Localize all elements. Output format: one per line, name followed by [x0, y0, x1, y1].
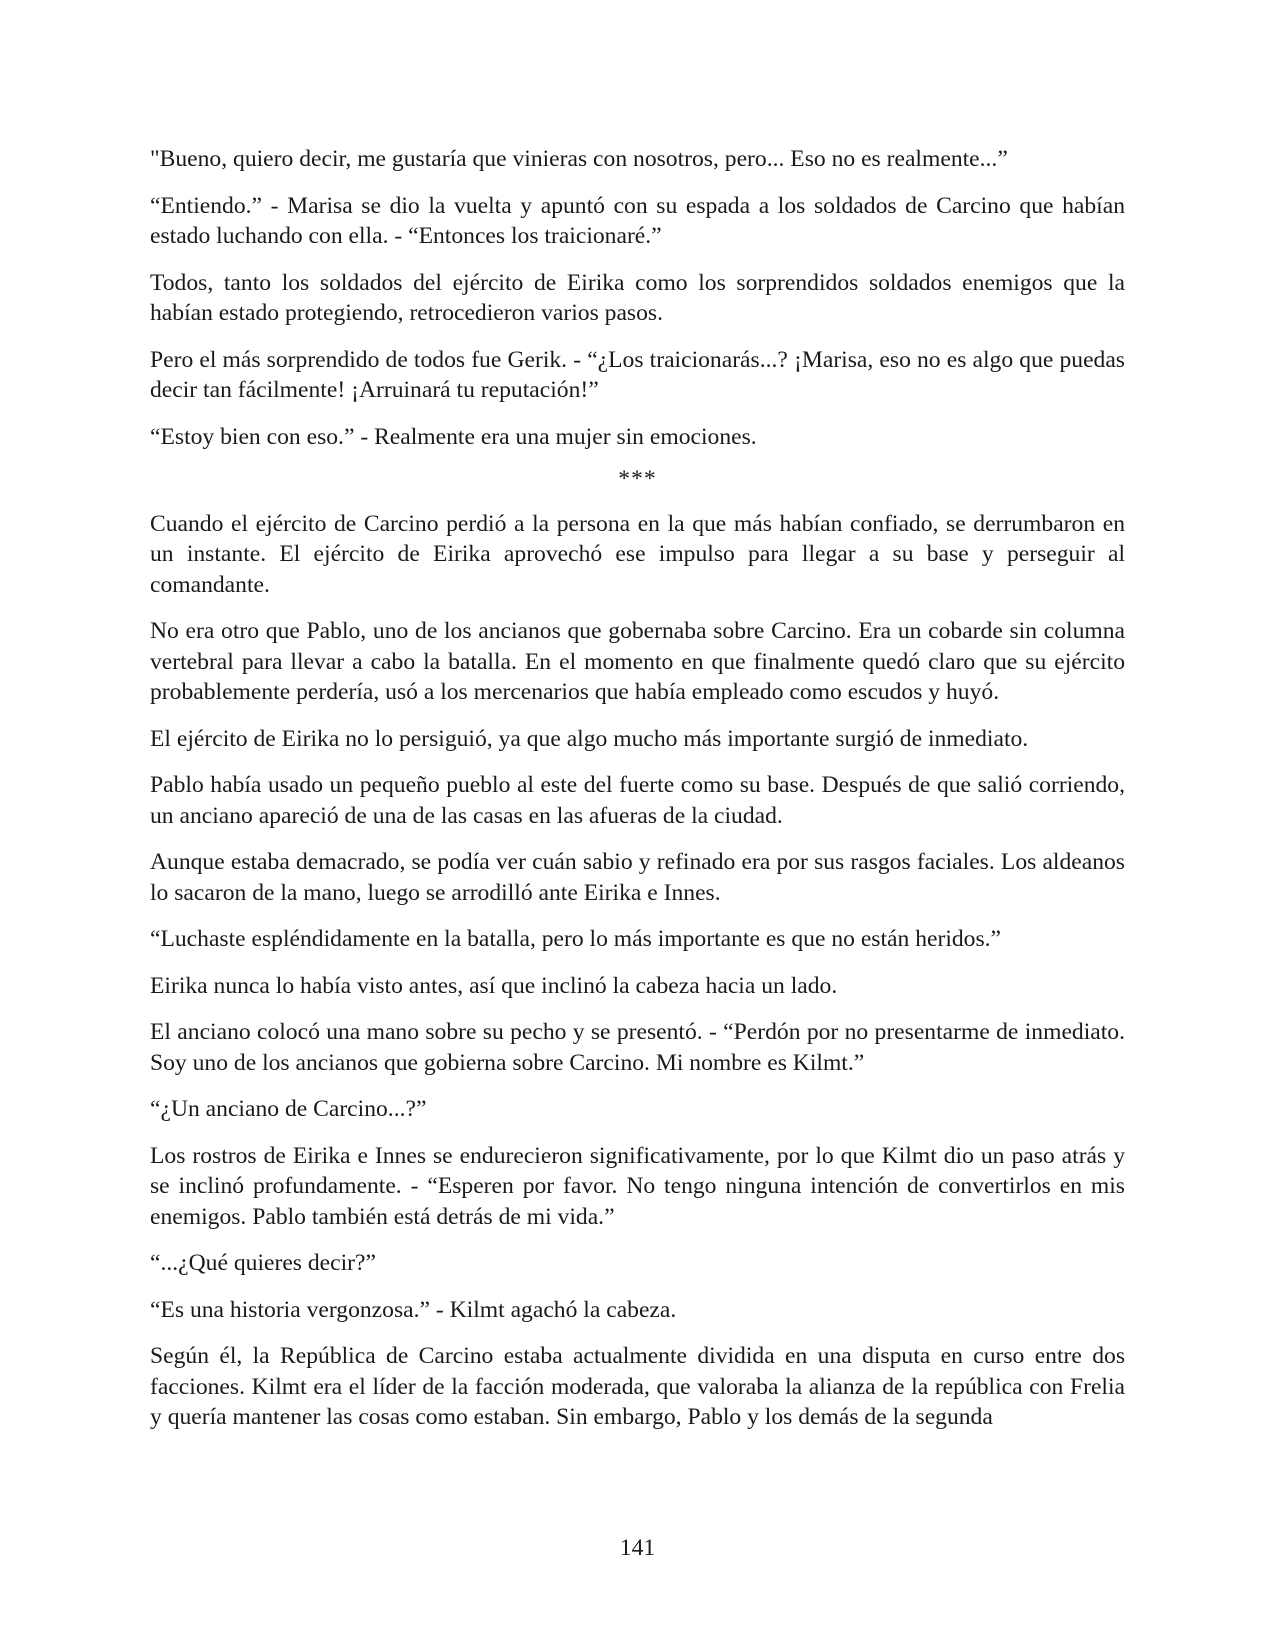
paragraph: Pero el más sorprendido de todos fue Gerik. - “¿Los traicionarás...? ¡Marisa, eso no es algo que puedas decir tan fácilmente! ¡Arruinará tu reputación!”: [150, 346, 1125, 403]
paragraph: “Entiendo.” - Marisa se dio la vuelta y apuntó con su espada a los soldados de Carcino que habían estado luchando con ella. - “Entonces los traicionaré.”: [150, 192, 1125, 249]
paragraph: Los rostros de Eirika e Innes se endurecieron significativamente, por lo que Kilmt dio un paso atrás y se inclinó profundamente. - “Esperen por favor. No tengo ninguna intención de convertirlos en mis enemigos. Pablo también está detrás de mi vida.”: [150, 1142, 1125, 1230]
paragraph: “Luchaste espléndidamente en la batalla, pero lo más importante es que no están heridos.”: [150, 926, 1002, 952]
paragraph: El anciano colocó una mano sobre su pecho y se presentó. - “Perdón por no presentarme de inmediato. Soy uno de los ancianos que gobierna sobre Carcino. Mi nombre es Kilmt.”: [150, 1019, 1125, 1076]
paragraph: “¿Un anciano de Carcino...?”: [150, 1096, 427, 1122]
paragraph: “Es una historia vergonzosa.” - Kilmt agachó la cabeza.: [150, 1296, 677, 1323]
paragraph: Pablo había usado un pequeño pueblo al este del fuerte como su base. Después de que salió corriendo, un anciano apareció de una de las casas en las afueras de la ciudad.: [150, 772, 1125, 829]
paragraph: El ejército de Eirika no lo persiguió, ya que algo mucho más importante surgió de inmediato.: [150, 725, 1029, 752]
page-body: [150, 144, 1125, 1449]
paragraph: “...¿Qué quieres decir?”: [150, 1250, 376, 1276]
paragraph: Todos, tanto los soldados del ejército de Eirika como los sorprendidos soldados enemigos que la habían estado protegiendo, retrocedieron varios pasos.: [150, 269, 1125, 326]
paragraph: No era otro que Pablo, uno de los ancianos que gobernaba sobre Carcino. Era un cobarde sin columna vertebral para llevar a cabo la batalla. En el momento en que finalmente quedó claro que su ejército probablemente perdería, usó a los mercenarios que había empleado como escudos y huyó.: [150, 618, 1125, 705]
scene-separator: ***: [618, 466, 657, 492]
paragraph: “Estoy bien con eso.” - Realmente era una mujer sin emociones.: [150, 423, 757, 450]
paragraph: Aunque estaba demacrado, se podía ver cuán sabio y refinado era por sus rasgos faciales. Los aldeanos lo sacaron de la mano, luego se arrodilló ante Eirika e Innes.: [150, 849, 1125, 906]
paragraph: Cuando el ejército de Carcino perdió a la persona en la que más habían confiado, se derrumbaron en un instante. El ejército de Eirika aprovechó ese impulso para llegar a su base y perseguir al comandante.: [150, 510, 1125, 598]
paragraph: Eirika nunca lo había visto antes, así que inclinó la cabeza hacia un lado.: [150, 972, 838, 999]
paragraph: "Bueno, quiero decir, me gustaría que vinieras con nosotros, pero... Eso no es realmente...”: [150, 146, 1008, 172]
paragraph: Según él, la República de Carcino estaba actualmente dividida en una disputa en curso entre dos facciones. Kilmt era el líder de la facción moderada, que valoraba la alianza de la república con Frelia y quería mantener las cosas como estaban. Sin embargo, Pablo y los demás de la segunda: [150, 1343, 1125, 1430]
page-number: 141: [619, 1535, 656, 1561]
